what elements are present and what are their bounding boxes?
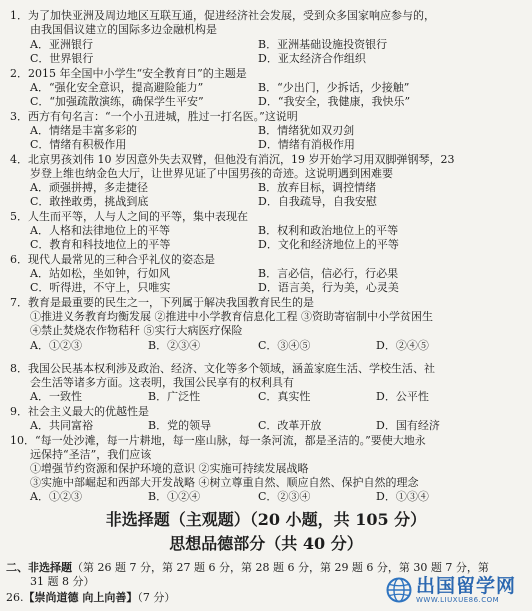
q3-option-b: B．情绪犹如双刃剑 bbox=[258, 124, 355, 137]
q1-stem-line1: 1．为了加快亚洲及周边地区互联互通，促进经济社会发展，受到众多国家响应参与的， bbox=[10, 9, 435, 22]
q6-option-d: D．语言美，行为美，心灵美 bbox=[258, 281, 399, 294]
q8-option-c: C．真实性 bbox=[258, 390, 311, 403]
q10-stem-line4: ③实施中部崛起和西部大开发战略 ④树立尊重自然、顺应自然、保护自然的理念 bbox=[30, 476, 419, 489]
watermark-url: WWW.LIUXUE86.COM bbox=[416, 595, 500, 604]
q5-option-c: C．教育和科技地位上的平等 bbox=[30, 238, 171, 251]
q10-option-b: B．①②④ bbox=[148, 490, 201, 503]
q1-option-d: D．亚太经济合作组织 bbox=[258, 52, 366, 65]
q2-stem: 2．2015 年全国中小学生“安全教育日”的主题是 bbox=[10, 67, 247, 80]
q7-stem-line3: ④禁止焚烧农作物秸秆 ⑤实行大病医疗保险 bbox=[30, 324, 243, 337]
q8-stem-line2: 会生活等诸多方面。这表明，我国公民享有的权利具有 bbox=[30, 376, 294, 389]
watermark-name: 出国留学网 bbox=[416, 574, 517, 597]
q10-option-d: D．①③④ bbox=[376, 490, 429, 503]
part2-label: 二、非选择题 bbox=[6, 561, 72, 574]
q26-heading bbox=[6, 591, 175, 605]
q2-option-c: C．“加强疏散演练，确保学生平安” bbox=[30, 95, 204, 108]
q4-option-b: B．放弃目标，调控情绪 bbox=[258, 181, 377, 194]
q26-number: 26. bbox=[6, 591, 24, 604]
q4-option-d: D．自我疏导，自我安慰 bbox=[258, 195, 377, 208]
section-subtitle: 思想品德部分（共 40 分） bbox=[169, 534, 363, 553]
q2-option-d: D．“我安全，我健康，我快乐” bbox=[258, 95, 411, 108]
q9-option-d: D．国有经济 bbox=[376, 419, 440, 432]
q4-option-a: A．顽强拼搏，多走捷径 bbox=[30, 181, 148, 194]
q7-option-c: C．③④⑤ bbox=[258, 339, 311, 352]
q7-stem-line2: ①推进义务教育均衡发展 ②推进中小学教育信息化工程 ③资助寄宿制中小学贫困生 bbox=[30, 310, 433, 323]
q10-stem-line2: 远保持“圣洁”，我们应该 bbox=[30, 448, 152, 461]
q10-stem-line1: 10．“每一处沙滩，每一片耕地，每一座山脉，每一条河流，都是圣洁的。”要使大地永 bbox=[10, 434, 426, 447]
q5-option-b: B．权利和政治地位上的平等 bbox=[258, 224, 399, 237]
q7-option-d: D．②④⑤ bbox=[376, 339, 429, 352]
q5-option-a: A．人格和法律地位上的平等 bbox=[30, 224, 170, 237]
q3-stem: 3．西方有句名言：“一个小丑进城，胜过一打名医。”这说明 bbox=[10, 110, 298, 123]
q6-option-b: B．言必信，信必行，行必果 bbox=[258, 267, 399, 280]
q10-stem-line3: ①增强节约资源和保护环境的意识 ②实施可持续发展战略 bbox=[30, 462, 309, 475]
site-watermark bbox=[386, 571, 528, 609]
q7-option-b: B．②③④ bbox=[148, 339, 201, 352]
q8-option-d: D．公平性 bbox=[376, 390, 429, 403]
q10-option-c: C．②③④ bbox=[258, 490, 311, 503]
q1-option-c: C．世界银行 bbox=[30, 52, 94, 65]
q3-option-c: C．情绪有积极作用 bbox=[30, 138, 127, 151]
q6-stem: 6．现代人最常见的三种合乎礼仪的姿态是 bbox=[10, 253, 215, 266]
q8-stem-line1: 8．我国公民基本权利涉及政治、经济、文化等多个领域，涵盖家庭生活、学校生活、社 bbox=[10, 362, 435, 375]
q2-option-b: B．“少出门，少拆话，少接触” bbox=[258, 81, 410, 94]
q26-points: （7 分） bbox=[137, 591, 176, 604]
q7-option-a: A．①②③ bbox=[30, 339, 82, 352]
q7-stem-line1: 7．教育是最重要的民生之一，下列属于解决我国教育民生的是 bbox=[10, 296, 314, 309]
q5-option-d: D．文化和经济地位上的平等 bbox=[258, 238, 399, 251]
q2-option-a: A．“强化安全意识，提高避险能力” bbox=[30, 81, 204, 94]
q3-option-a: A．情绪是丰富多彩的 bbox=[30, 124, 137, 137]
q9-stem: 9．社会主义最大的优越性是 bbox=[10, 405, 149, 418]
q8-option-b: B．广泛性 bbox=[148, 390, 201, 403]
q6-option-a: A．站如松，坐如钟，行如风 bbox=[30, 267, 170, 280]
q10-option-a: A．①②③ bbox=[30, 490, 82, 503]
q4-option-c: C．敢挫敢勇，挑战到底 bbox=[30, 195, 149, 208]
q9-option-c: C．改革开放 bbox=[258, 419, 322, 432]
q1-stem-line2: 由我国倡议建立的国际多边金融机构是 bbox=[30, 23, 217, 36]
q9-option-b: B．党的领导 bbox=[148, 419, 212, 432]
q1-option-b: B．亚洲基础设施投资银行 bbox=[258, 38, 388, 51]
q1-option-a: A．亚洲银行 bbox=[30, 38, 93, 51]
q9-option-a: A．共同富裕 bbox=[30, 419, 93, 432]
q8-option-a: A．一致性 bbox=[30, 390, 82, 403]
section-title: 非选择题（主观题）（20 小题，共 105 分） bbox=[105, 510, 427, 529]
part2-scoring-line2: 31 题 8 分） bbox=[30, 575, 95, 588]
q26-title: 【崇尚道德 向上向善】 bbox=[23, 591, 138, 604]
q5-stem: 5．人生而平等，人与人之间的平等，集中表现在 bbox=[10, 210, 248, 223]
q4-stem-line1: 4．北京男孩刘伟 10 岁因意外失去双臂，但他没有消沉，19 岁开始学习用双脚弹钢琴，23 bbox=[10, 153, 455, 166]
q4-stem-line2: 岁登上维也纳金色大厅，让世界见证了中国男孩的奇迹。这说明遇到困难要 bbox=[30, 167, 393, 180]
q3-option-d: D．情绪有消极作用 bbox=[258, 138, 355, 151]
q6-option-c: C．听得进，不守上，只唯实 bbox=[30, 281, 171, 294]
globe-icon bbox=[386, 577, 412, 603]
part2-scoring-line1: （第 26 题 7 分，第 27 题 6 分，第 28 题 6 分，第 29 题 6 分，第 30 题 7 分，第 bbox=[72, 561, 489, 574]
